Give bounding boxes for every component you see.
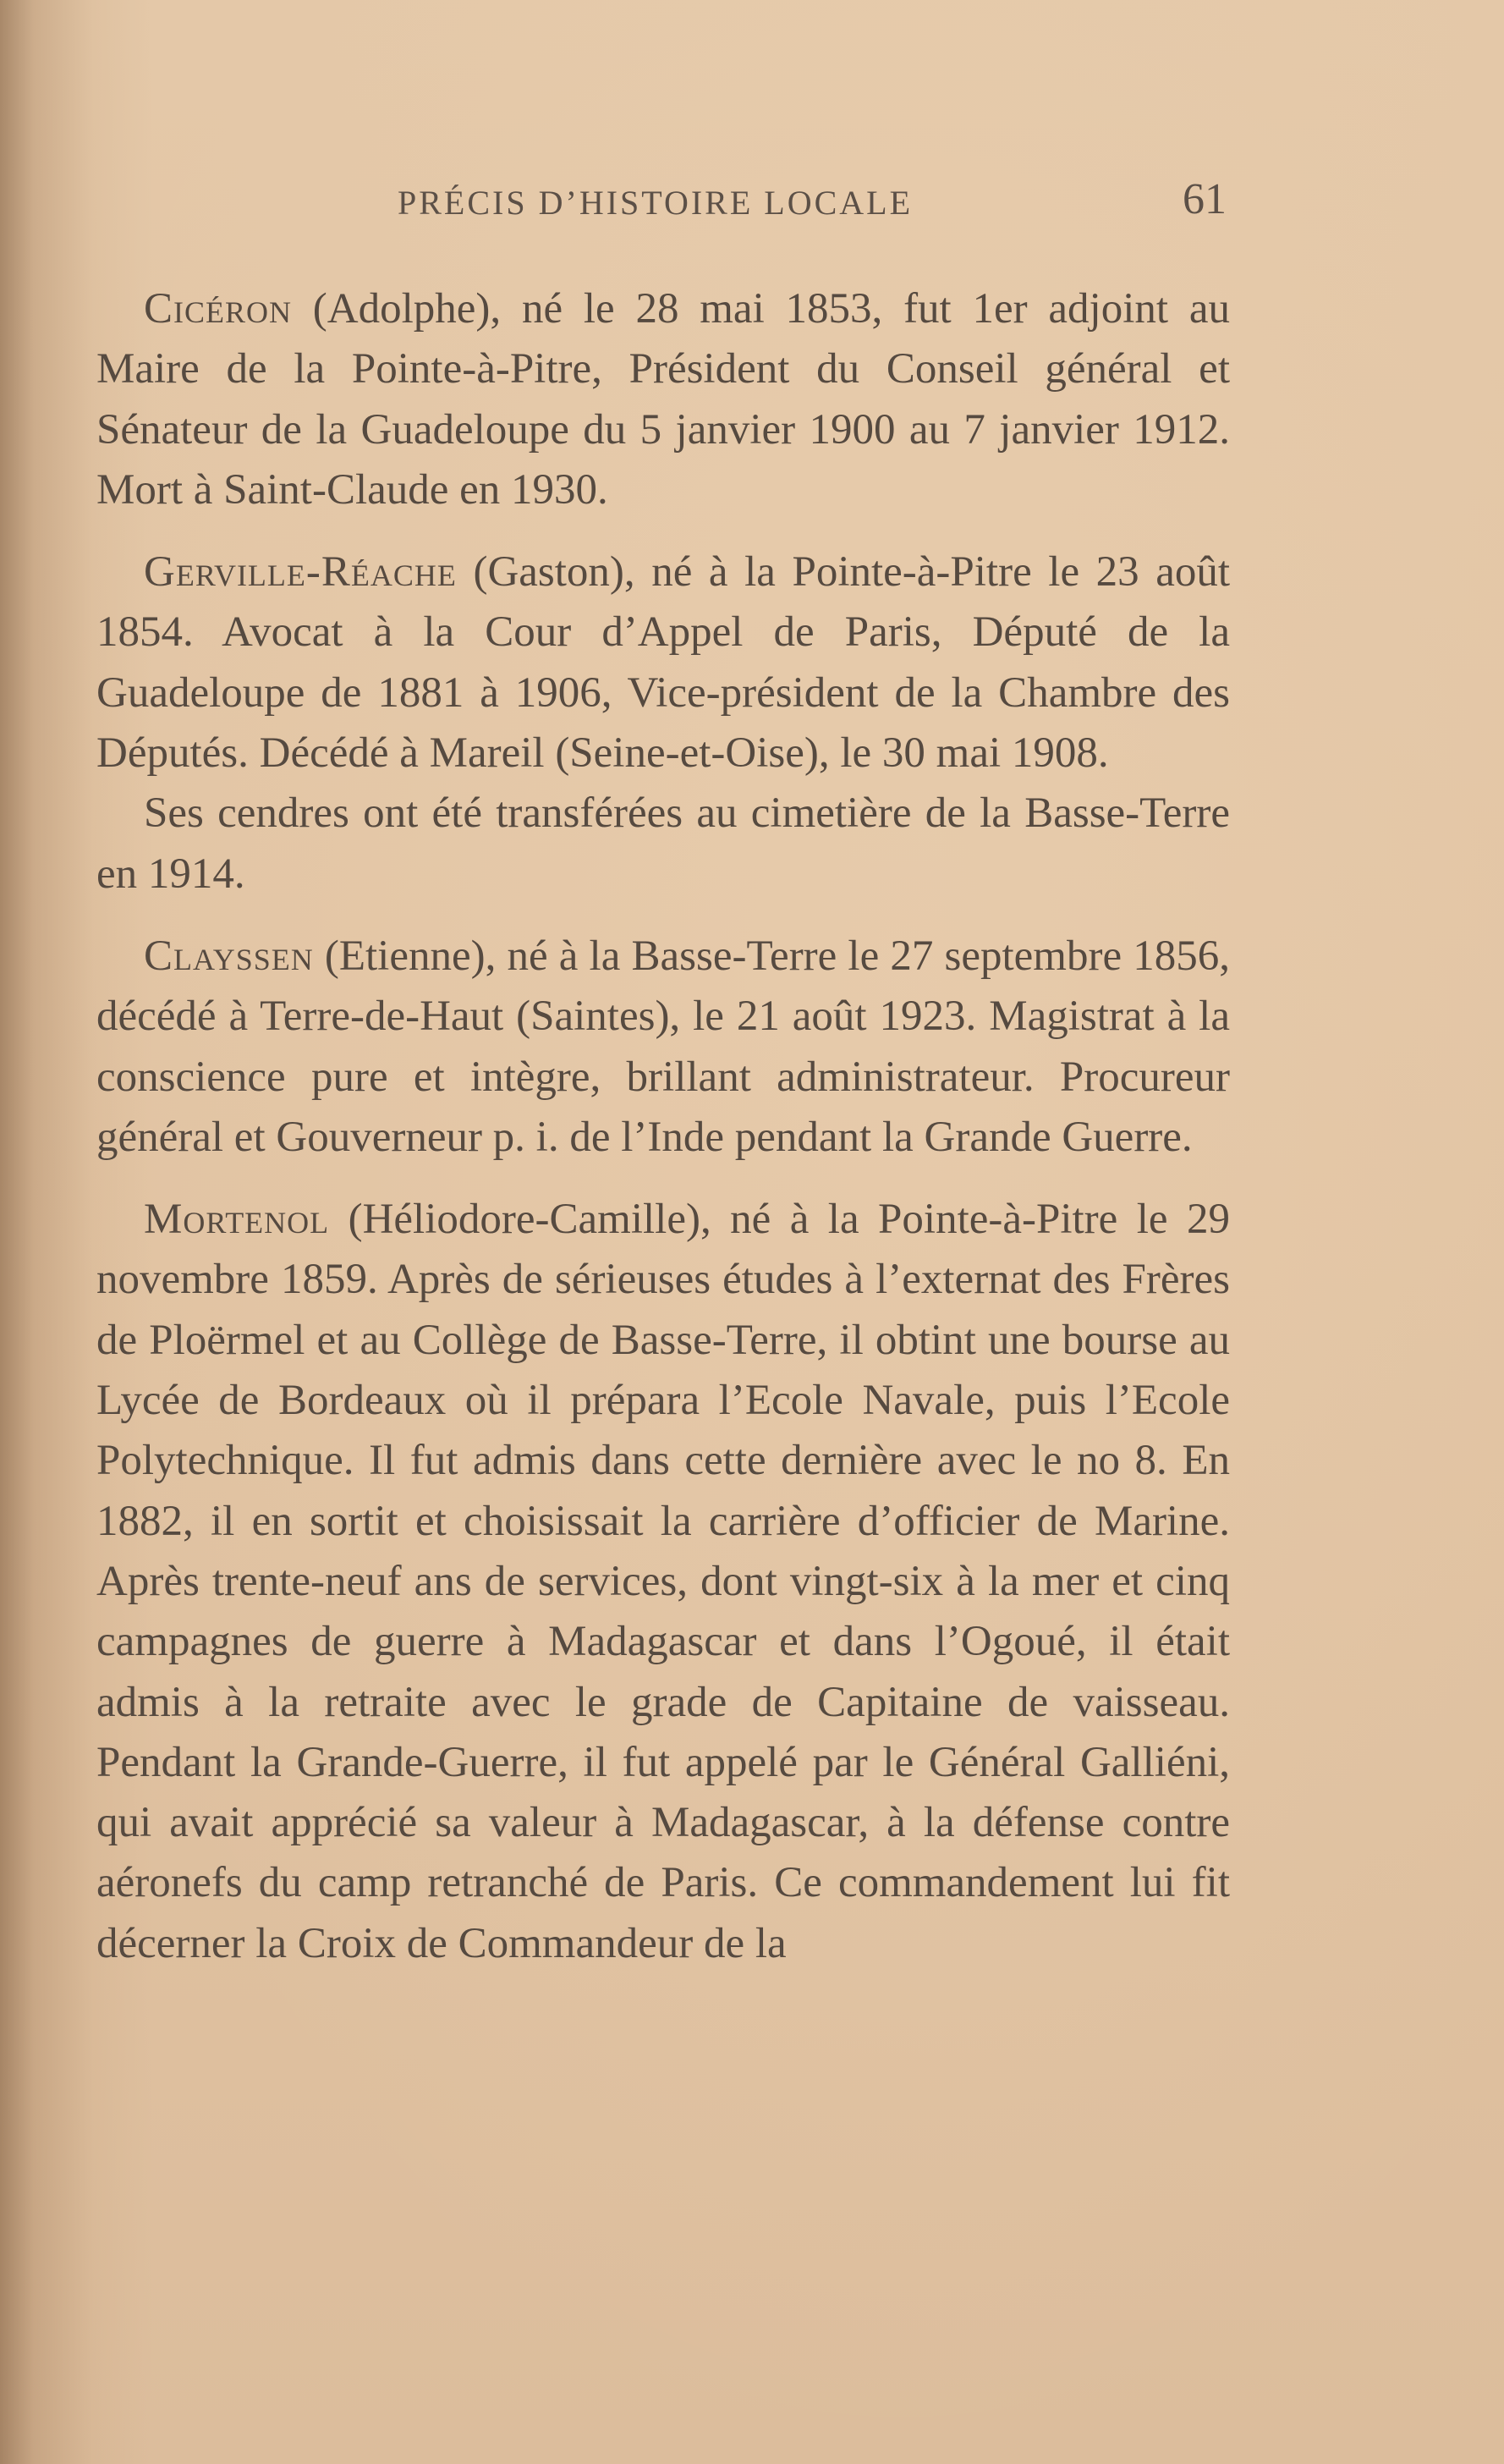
running-head bbox=[398, 174, 1227, 225]
entry-name: Cicéron bbox=[144, 285, 293, 333]
entry-name: Mortenol bbox=[144, 1196, 330, 1244]
entry-mortenol bbox=[96, 1190, 1230, 1974]
entry-text: (Gaston), né à la Pointe-à-Pitre le 23 août 1854. Avocat à la Cour d’Appel de Paris, Député de la Guadeloupe de 1881 à 1906, Vice-président de la Chambre des Députés. Décédé à Mareil (Seine-et-Oise), le 30 mai 1908. bbox=[96, 548, 1230, 778]
entry-clayssen bbox=[96, 927, 1230, 1168]
entry-name: Gerville-Réache bbox=[144, 548, 457, 597]
entry-continuation-text: Ses cendres ont été transférées au cimetière de la Basse-Terre en 1914. bbox=[96, 789, 1230, 898]
running-head-title: PRÉCIS D’HISTOIRE LOCALE bbox=[398, 184, 914, 222]
entry-text: (Adolphe), né le 28 mai 1853, fut 1er adjoint au Maire de la Pointe-à-Pitre, Président du Conseil général et Sénateur de la Guadeloupe du 5 janvier 1900 au 7 janvier 1912. Mort à Saint-Claude en 1930. bbox=[96, 285, 1230, 514]
entry-gerville-reache bbox=[96, 542, 1230, 784]
entry-ciceron bbox=[96, 279, 1230, 520]
entry-text: (Etienne), né à la Basse-Terre le 27 septembre 1856, décédé à Terre-de-Haut (Saintes), le 21 août 1923. Magistrat à la conscience pure et intègre, brillant administrateur. Procureur général et Gouverneur p. i. de l’Inde pendant la Grande Guerre. bbox=[96, 932, 1230, 1161]
entry-name: Clayssen bbox=[144, 932, 314, 980]
body-text bbox=[96, 279, 1230, 1996]
entry-gerville-reache-continuation bbox=[96, 784, 1230, 905]
entry-text: (Héliodore-Camille), né à la Pointe-à-Pitre le 29 novembre 1859. Après de sérieuses études à l’externat des Frères de Ploërmel et au Collège de Basse-Terre, il obtint une bourse au Lycée de Bordeaux où il prépara l’Ecole Navale, puis l’Ecole Polytechnique. Il fut admis dans cette dernière avec le no 8. En 1882, il en sortit et choisissait la carrière d’officier de Marine. Après trente-neuf ans de services, dont vingt-six à la mer et cinq campagnes de guerre à Madagascar et dans l’Ogoué, il était admis à la retraite avec le grade de Capitaine de vaisseau. Pendant la Grande-Guerre, il fut appelé par le Général Galliéni, qui avait apprécié sa valeur à Madagascar, à la défense contre aéronefs du camp retranché de Paris. Ce commandement lui fit décerner la Croix de Commandeur de la bbox=[96, 1196, 1230, 1967]
page-number: 61 bbox=[1183, 175, 1227, 223]
